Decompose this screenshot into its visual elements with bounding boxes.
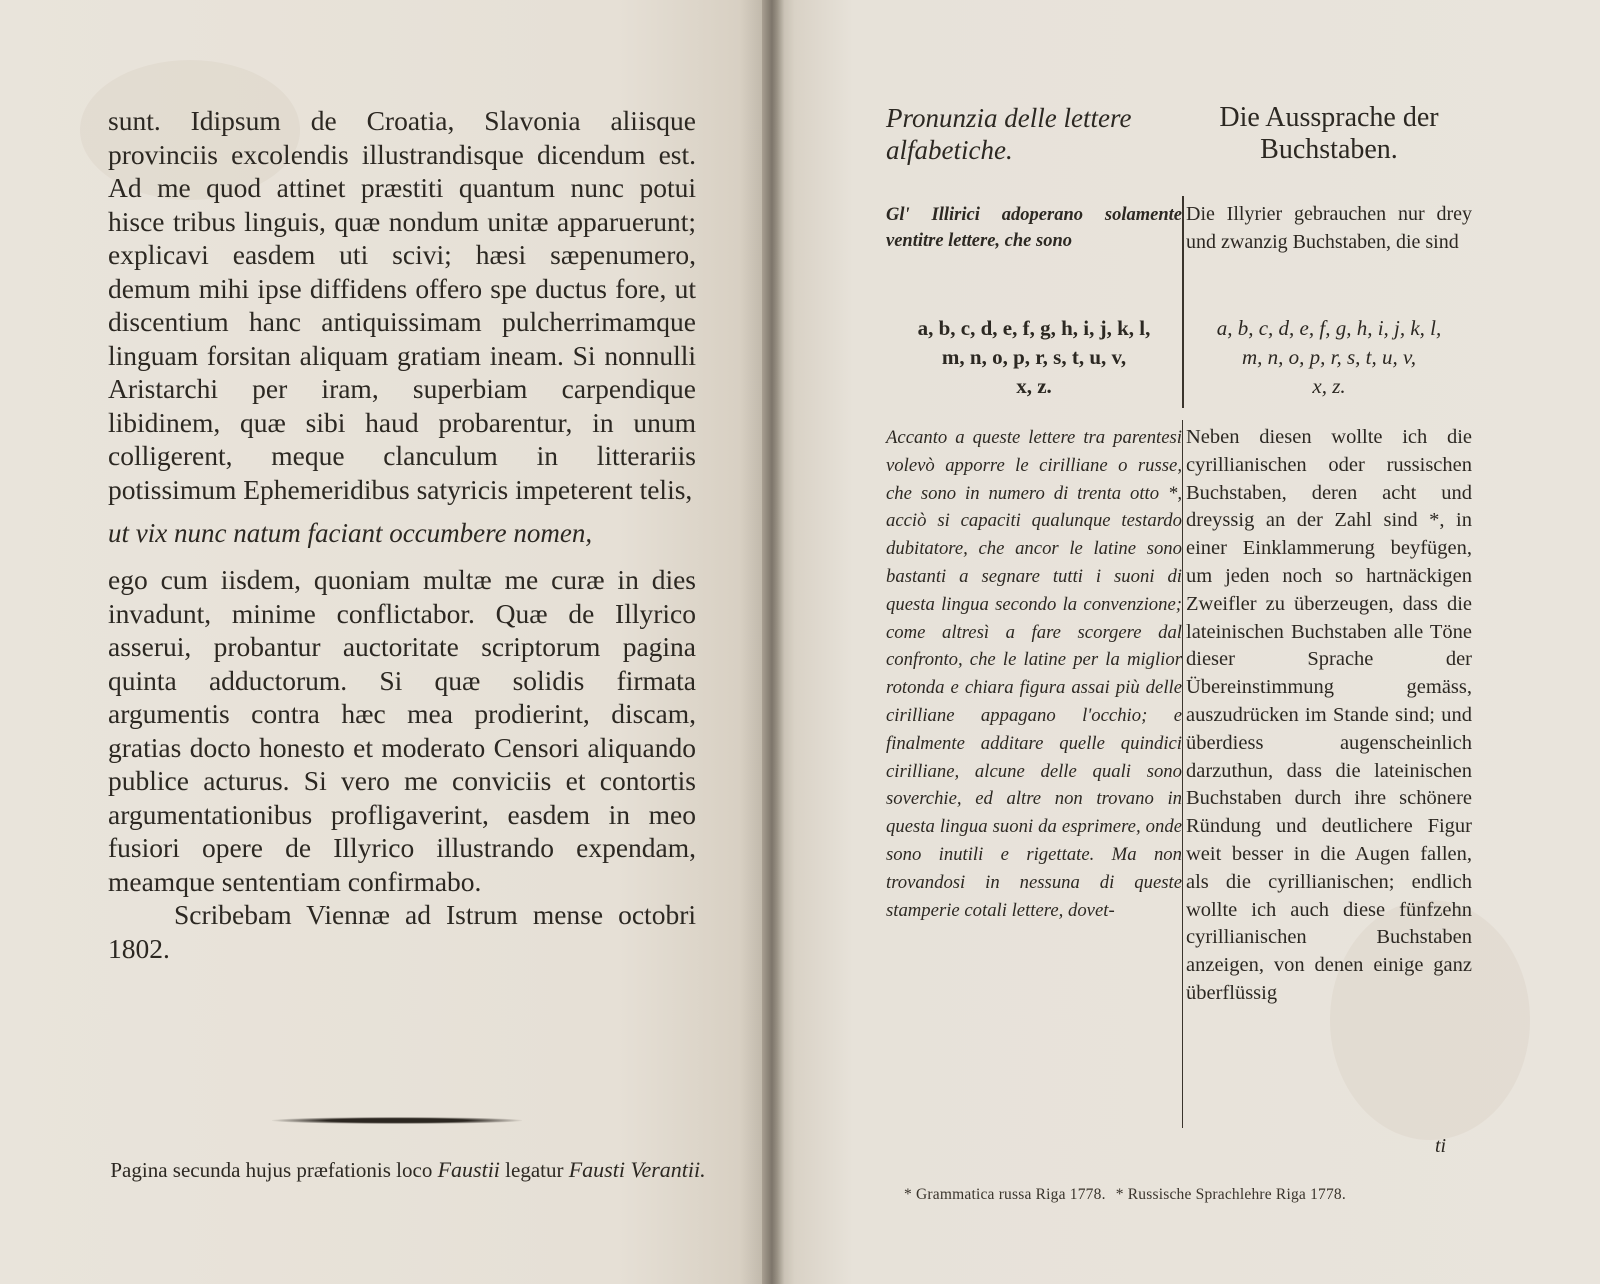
latin-paragraph-2: ego cum iisdem, quoniam multæ me curæ in dies invadunt, minime conflictabor. Quæ de Illyrico asserui, probantur auctoritate scriptorum pagina quinta adductorum. Si quæ solidis firmata argumentis contra hæc mea prodierint, discam, gratias docto honesto et moderato Censori aliquando publice acturus. Si vero me conviciis et contortis argumentationibus profligaverint, easdem in meo fusiori opere de Illyrico illustrando expendam, meamque sententiam confirmabo. bbox=[108, 564, 696, 897]
german-alphabet-line-3: x, z. bbox=[1312, 374, 1346, 398]
errata-italic-1: Faustii bbox=[437, 1157, 500, 1182]
german-body: Neben diesen wollte ich die cyrillianischen oder russischen Buchstaben, deren acht und dreyssig an der Zahl sind *, in einer Einklammerung beyfügen, um jeden noch so hartnäckigen Zweifler zu überzeugen, dass die lateinischen Buchstaben alle Töne dieser Sprache der Übereinstimmung gemäss, auszudrücken im Stande sind; und überdiess augenscheinlich darzuthun, dass die lateinischen Buchstaben durch ihre schönere Ründung und deutlichere Figur weit besser in die Augen fallen, als die cyrillianischen; endlich wollte ich auch diese fünfzehn cyrillianischen Buchstaben anzeigen, von denen einige ganz überflüssig bbox=[1186, 426, 1472, 1004]
footnote-italian: * Grammatica russa Riga 1778. bbox=[904, 1186, 1106, 1203]
latin-text bbox=[108, 104, 696, 965]
italian-alphabet-line-3: x, z. bbox=[1016, 374, 1052, 398]
errata-text-2: legatur bbox=[505, 1158, 564, 1182]
german-heading: Die Aussprache der Buchstaben. bbox=[1219, 102, 1439, 165]
german-alphabet-line-1: a, b, c, d, e, f, g, h, i, j, k, l, bbox=[1216, 316, 1442, 340]
errata-text-1: Pagina secunda hujus præfationis loco bbox=[110, 1158, 433, 1182]
italian-intro: Gl' Illirici adoperano solamente ventitre lettere, che sono bbox=[886, 205, 1182, 251]
german-intro: Die Illyrier gebrauchen nur drey und zwanzig Buchstaben, die sind bbox=[1186, 203, 1472, 253]
italian-alphabet-line-1: a, b, c, d, e, f, g, h, i, j, k, l, bbox=[917, 316, 1151, 340]
german-alphabet bbox=[1186, 314, 1472, 401]
footnote-german: * Russische Sprachlehre Riga 1778. bbox=[1115, 1186, 1346, 1203]
errata-note bbox=[108, 1155, 708, 1185]
italian-alphabet-line-2: m, n, o, p, r, s, t, u, v, bbox=[941, 345, 1127, 369]
footnotes bbox=[904, 1186, 1484, 1204]
column-divider-top bbox=[1182, 196, 1184, 408]
signature-line: Scribebam Viennæ ad Istrum mense octobri 1802. bbox=[108, 899, 696, 964]
italian-body: Accanto a queste lettere tra parentesi volevò apporre le cirilliane o russe, che sono in numero di trenta otto *, acciò si capaciti qualunque testardo dubitatore, che ancor le latine sono bastanti a segnare tutti i suoni di questa lingua secondo la convenzione; come altresì a fare scorgere dal confronto, che le latine per la miglior rotonda e chiara figura assai più delle cirilliane appagano l'occhio; e finalmente additare quelle quindici cirilliane, alcune delle quali sono soverchie, ed altre non trovano in questa lingua suoni da esprimere, onde sono inutili e rigettate. Ma non trovandosi in nessuna di queste stamperie cotali lettere, dovet- bbox=[886, 427, 1182, 921]
errata-italic-2: Fausti Verantii. bbox=[568, 1157, 706, 1182]
latin-paragraph-1: sunt. Idipsum de Croatia, Slavonia aliisque provinciis excolendis illustrandisque dicendum est. Ad me quod attinet præstiti quantum nunc potui hisce tribus linguis, quæ nondum unitæ apparuerunt; explicavi easdem uti scivi; hæsi sæpenumero, demum mihi ipse diffidens offero spe ductus fore, ut discentium hanc antiquissimam pulcherrimamque linguam forsitan aliquam gratiam ineam. Si nonnulli Aristarchi per iram, superbiam carpendique libidinem, quæ sibi haud probarentur, in unum colligerent, meque clanculum in litterariis potissimum Ephemeridibus satyricis impeterent telis, bbox=[108, 105, 696, 505]
italian-heading: Pronunzia delle lettere alfabetiche. bbox=[886, 103, 1132, 165]
book-gutter bbox=[762, 0, 784, 1284]
latin-verse: ut vix nunc natum faciant occumbere nomen, bbox=[108, 518, 593, 548]
italian-alphabet bbox=[886, 314, 1182, 401]
german-alphabet-line-2: m, n, o, p, r, s, t, u, v, bbox=[1241, 345, 1417, 369]
catchword: ti bbox=[1435, 1135, 1447, 1157]
left-page bbox=[0, 0, 770, 1284]
ornamental-rule bbox=[272, 1117, 522, 1124]
column-divider-body bbox=[1182, 420, 1183, 1128]
